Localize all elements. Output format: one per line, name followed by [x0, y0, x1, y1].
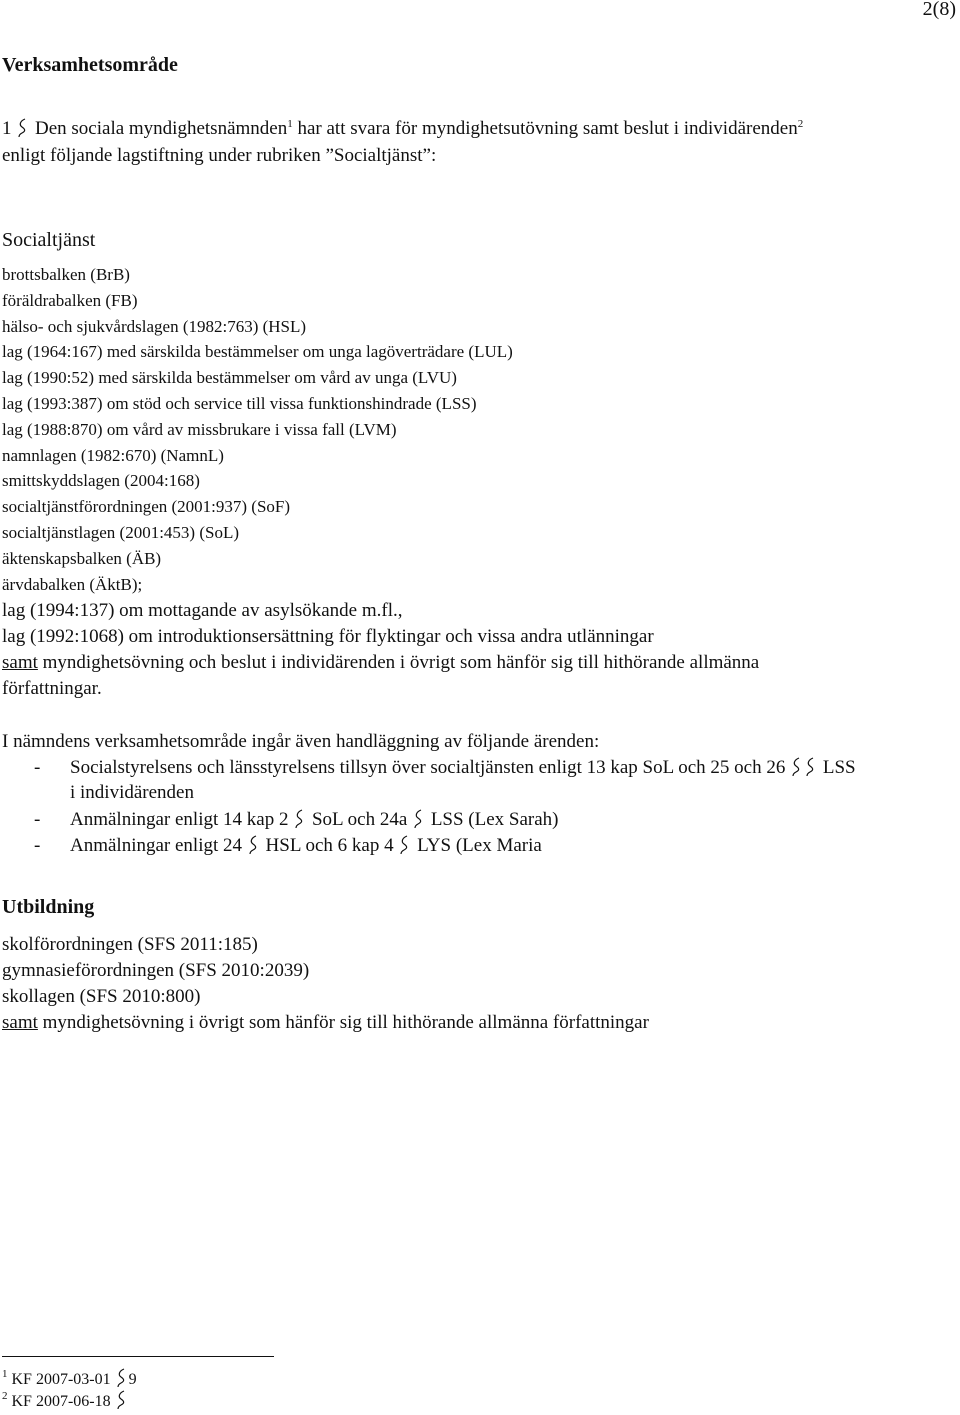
section-sign-icon [398, 835, 412, 855]
law-list-item: brottsbalken (BrB) [2, 265, 130, 284]
samt-underlined: samt [2, 652, 38, 673]
section-heading-verksamhetsomrade: Verksamhetsområde [2, 54, 178, 76]
law-list-item: namnlagen (1982:670) (NamnL) [2, 445, 224, 465]
utbildning-samt-underlined: samt [2, 1012, 38, 1033]
intro-number: 1 [2, 118, 12, 139]
footnote-number: 1 [2, 1368, 8, 1380]
utbildning-law: skolförordningen (SFS 2011:185) [2, 934, 258, 955]
law-list-item: lag (1990:52) med särskilda bestämmelser om vård av unga (LVU) [2, 368, 457, 388]
bullet-item-3-text-a: Anmälningar enligt 24 [70, 835, 243, 856]
law-list-item: socialtjänstförordningen (2001:937) (SoF) [2, 497, 291, 517]
section-sign-icon [293, 809, 307, 829]
law-list-item: lag (1993:387) om stöd och service till vissa funktionshindrade (LSS) [2, 394, 477, 413]
footnote-ref-2: 2 [797, 118, 804, 130]
utbildning-law: skollagen (SFS 2010:800) [2, 986, 201, 1007]
law-list-item: äktenskapsbalken (ÄB) [2, 548, 162, 568]
samt-rest: myndighetsövning och beslut i individärenden i övrigt som hänför sig till hithörande allmänna [37, 652, 760, 673]
bullet-item-1-text-b: LSS [822, 757, 856, 778]
utbildning-samt-line [2, 1012, 649, 1034]
footnote-1 [2, 1368, 137, 1389]
law-list-item: lag (1988:870) om vård av missbrukare i vissa fall (LVM) [2, 419, 397, 439]
page-number: 2(8) [922, 0, 956, 20]
utbildning-samt-rest: myndighetsövning i övrigt som hänför sig till hithörande allmänna författningar [37, 1012, 649, 1033]
utbildning-heading: Utbildning [2, 896, 95, 918]
samt-line-1 [2, 652, 759, 674]
law-list-item: smittskyddslagen (2004:168) [2, 471, 200, 491]
footnote-suffix: 9 [128, 1371, 137, 1388]
law-list-item: socialtjänstlagen (2001:453) (SoL) [2, 523, 240, 542]
section-sign-icon [412, 809, 426, 829]
samt-line-2: författningar. [2, 678, 102, 699]
footnote-separator [2, 1356, 274, 1357]
bullet-item-1-line-2: i individärenden [70, 782, 194, 803]
handlaggning-intro: I nämndens verksamhetsområde ingår även handläggning av följande ärenden: [2, 731, 600, 752]
bullet-item-1 [70, 757, 856, 779]
intro-line-1 [2, 118, 803, 140]
section-sign-icon [804, 757, 818, 777]
footnote-text: KF 2007-03-01 [11, 1371, 111, 1388]
bullet-item-3-text-b: HSL och 6 kap 4 [265, 835, 394, 856]
bullet-item-2-text-a: Anmälningar enligt 14 kap 2 [70, 809, 289, 830]
law-asyl: lag (1994:137) om mottagande av asylsökande m.fl., [2, 600, 403, 621]
section-sign-icon [115, 1368, 129, 1388]
section-sign-icon [247, 835, 261, 855]
socialtjanst-heading: Socialtjänst [2, 229, 96, 251]
intro-line-2: enligt följande lagstiftning under rubriken ”Socialtjänst”: [2, 145, 437, 166]
bullet-item-2 [70, 809, 559, 831]
bullet-item-3 [70, 835, 542, 857]
footnote-2 [2, 1390, 129, 1411]
footnote-ref-1: 1 [287, 118, 293, 130]
section-sign-icon [16, 118, 30, 138]
section-sign-icon [115, 1390, 129, 1410]
bullet-dash-2: - [34, 809, 41, 830]
law-list-item: lag (1964:167) med särskilda bestämmelser om unga lagöverträdare (LUL) [2, 342, 513, 362]
law-list-item: ärvdabalken (ÄktB); [2, 574, 143, 594]
footnote-number: 2 [2, 1390, 8, 1402]
bullet-dash-1: - [34, 757, 41, 778]
bullet-dash-3: - [34, 835, 41, 856]
bullet-item-2-text-c: LSS (Lex Sarah) [430, 809, 559, 830]
utbildning-law: gymnasieförordningen (SFS 2010:2039) [2, 960, 310, 981]
intro-text-b: har att svara för myndighetsutövning samt beslut i individärenden [297, 118, 798, 139]
bullet-item-1-text-a: Socialstyrelsens och länsstyrelsens tillsyn över socialtjänsten enligt 13 kap SoL och 25 och 26 [70, 757, 786, 778]
bullet-item-3-text-c: LYS (Lex Maria [417, 835, 542, 856]
section-sign-icon [790, 757, 804, 777]
intro-text-a: Den sociala myndighetsnämnden [35, 118, 288, 139]
bullet-item-2-text-b: SoL och 24a [311, 809, 408, 830]
law-introduktion: lag (1992:1068) om introduktionsersättning för flyktingar och vissa andra utlänningar [2, 626, 654, 647]
law-list-item: föräldrabalken (FB) [2, 290, 138, 310]
law-list-item: hälso- och sjukvårdslagen (1982:763) (HSL) [2, 316, 307, 336]
footnote-text: KF 2007-06-18 [11, 1393, 111, 1410]
